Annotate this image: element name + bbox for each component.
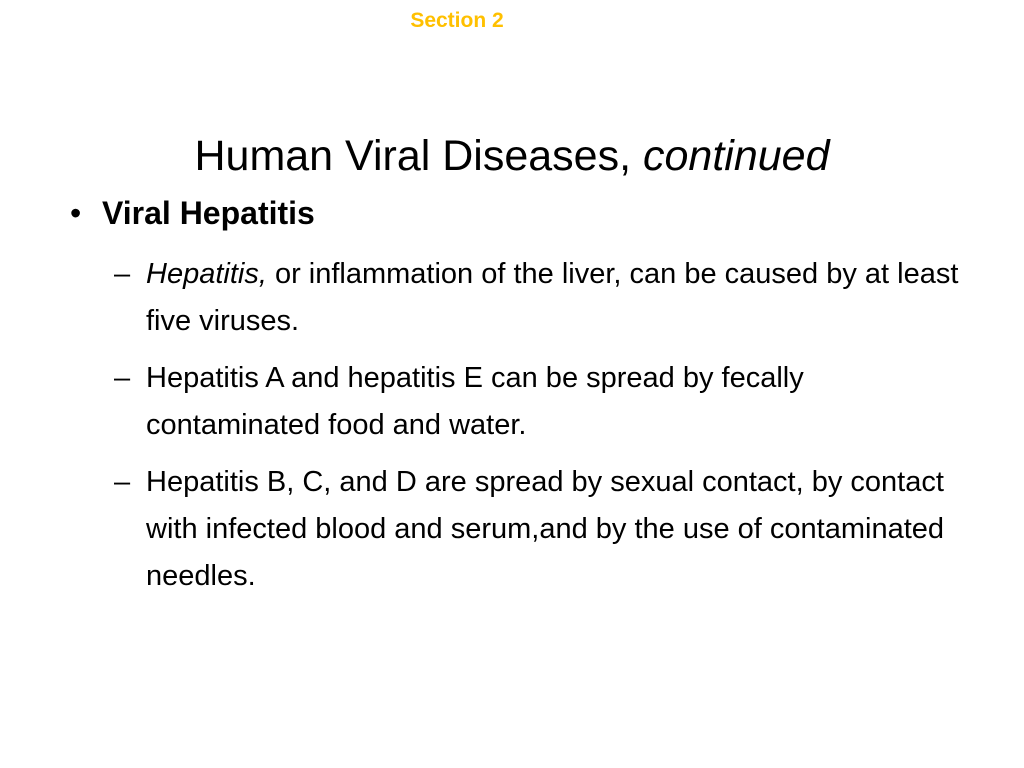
sub-bullet-item bbox=[110, 459, 970, 600]
dash-icon: – bbox=[114, 258, 131, 290]
bullet-viral-hepatitis bbox=[70, 190, 970, 236]
title-main: Human Viral Diseases, bbox=[194, 132, 632, 180]
sub-bullet-item bbox=[110, 355, 970, 449]
sub-bullet-text: Hepatitis B, C, and D are spread by sexual contact, by contact with infected blood and serum,and by the use of contaminated needles. bbox=[146, 466, 945, 592]
title-italic: continued bbox=[643, 132, 830, 180]
dash-icon: – bbox=[114, 362, 131, 394]
section-label: Section 2 bbox=[410, 9, 504, 32]
slide-title bbox=[0, 126, 1024, 186]
sub-bullet-list bbox=[110, 251, 970, 610]
bullet-heading: Viral Hepatitis bbox=[102, 195, 315, 231]
dash-icon: – bbox=[114, 466, 131, 498]
sub-bullet-text: Hepatitis A and hepatitis E can be spread by fecally contaminated food and water. bbox=[146, 362, 804, 441]
bullet-dot-icon: • bbox=[70, 195, 82, 231]
sub-bullet-italic: Hepatitis, bbox=[146, 258, 267, 290]
sub-bullet-item bbox=[110, 251, 970, 345]
sub-bullet-text: or inflammation of the liver, can be caused by at least five viruses. bbox=[146, 258, 959, 337]
